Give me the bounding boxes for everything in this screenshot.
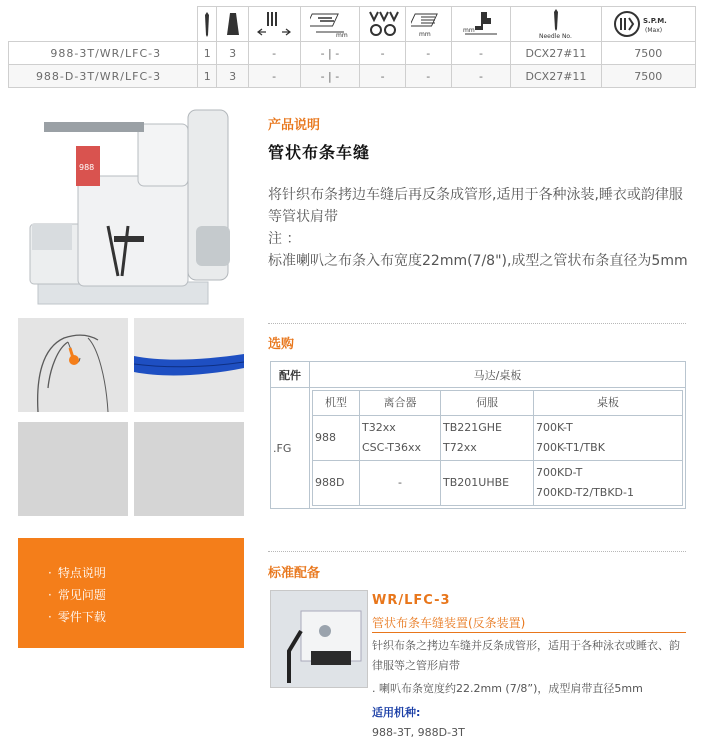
svg-text:Needle No.: Needle No. [538,33,572,39]
side-menu [18,538,244,648]
options-inner-table [312,390,683,506]
inner-header: 桌板 [534,391,683,416]
body-sketch-image[interactable] [18,318,128,412]
svg-text:mm: mm [462,27,475,34]
option-model: 988 [313,416,360,461]
accessory-underline [372,632,686,633]
accessory-description: 针织布条之拷边车缝并反条成管形，适用于各种泳衣或睡衣、韵律服等之管形肩带 [372,639,680,672]
spm-value: 7500 [601,65,695,88]
thumbnail-placeholder[interactable] [18,422,128,516]
svg-text:(Max): (Max) [645,27,663,34]
presser-lift-icon [461,10,501,38]
inner-header: 离合器 [360,391,441,416]
stitch-width-icon [310,10,350,38]
option-servo [441,416,534,461]
product-description [268,184,688,272]
menu-item-features[interactable]: · 特点说明 [48,566,106,580]
cell-line: 700KD-T2/TBKD-1 [536,486,634,499]
option-table [534,461,683,506]
differential-feed-icon [411,10,445,38]
inner-header: 机型 [313,391,360,416]
table-row [313,416,683,461]
cell-line: 700KD-T [536,466,583,479]
spm-icon [613,9,683,39]
option-clutch [360,416,441,461]
spec-cell: - [405,65,451,88]
needle-count: 1 [198,65,217,88]
option-clutch: - [360,461,441,506]
divider [268,323,686,324]
applicable-models: 988-3T, 988D-3T [372,726,465,739]
section-heading-options: 选购 [268,337,295,352]
option-servo: TB201UHBE [441,461,534,506]
menu-item-label: 特点说明 [57,566,106,580]
accessory-code: WR/LFC-3 [372,593,451,608]
needle-distance-icon [256,10,292,38]
thread-icon [226,11,240,37]
spec-cell: - [451,42,511,65]
accessory-name: 管状布条车缝装置(反条装置) [372,616,526,630]
section-heading-product: 产品说明 [268,118,321,133]
cell-line: TB221GHE [443,421,503,434]
spec-row [9,42,696,65]
spec-table [8,6,696,88]
description-text: 将针织布条拷边车缝后再反条成管形,适用于各种泳装,睡衣或韵律服等管状肩带 [268,187,683,225]
spec-cell: - | - [300,42,360,65]
table-row [313,461,683,506]
options-row-label: .FG [271,388,310,509]
spec-cell: - [451,65,511,88]
model-name: 988-D-3T/WR/LFC-3 [9,65,198,88]
spec-row [9,65,696,88]
option-model: 988D [313,461,360,506]
product-image [18,106,244,316]
spm-value: 7500 [601,42,695,65]
divider [268,551,686,552]
thread-count: 3 [217,65,248,88]
svg-text:S.P.M.: S.P.M. [643,17,668,25]
thread-count: 3 [217,42,248,65]
product-title: 管状布条车缝 [268,143,371,162]
needle-no-icon [531,9,581,39]
cell-line: 700K-T [536,421,573,434]
option-table [534,416,683,461]
looper-icon [366,10,400,38]
inner-header: 伺服 [441,391,534,416]
options-group-header: 马达/桌板 [310,362,686,388]
menu-item-label: 零件下载 [57,610,106,624]
spec-cell: - [248,65,300,88]
tube-strip-image[interactable] [134,318,244,412]
needle-icon [202,11,212,37]
menu-item-faq[interactable]: · 常见问题 [48,588,106,602]
model-name: 988-3T/WR/LFC-3 [9,42,198,65]
accessory-note: . 喇叭布条宽度约22.2mm (7/8”)，成型肩带直径5mm [372,682,643,695]
spec-cell: - [360,65,406,88]
accessory-image[interactable] [270,590,368,688]
svg-text:988: 988 [79,163,95,172]
thumbnail-placeholder[interactable] [134,422,244,516]
options-table [270,361,686,509]
svg-text:mm: mm [419,31,431,38]
needle-number: DCX27#11 [511,65,601,88]
spec-cell: - [405,42,451,65]
section-heading-accessory: 标准配备 [268,566,321,581]
menu-item-parts-download[interactable]: · 零件下载 [48,610,106,624]
spec-cell: - [248,42,300,65]
spec-cell: - | - [300,65,360,88]
note-text: 标准喇叭之布条入布宽度22mm(7/8"),成型之管状布条直径为5mm [268,253,688,269]
cell-line: CSC-T36xx [362,441,422,454]
cell-line: 700K-T1/TBK [536,441,605,454]
applicable-models-label: 适用机种: [372,706,421,719]
cell-line: T32xx [362,421,396,434]
svg-text:mm: mm [335,32,348,38]
spec-cell: - [360,42,406,65]
note-label: 注 ： [268,231,301,247]
cell-line: T72xx [443,441,477,454]
menu-item-label: 常见问题 [57,588,106,602]
needle-number: DCX27#11 [511,42,601,65]
options-col-header: 配件 [271,362,310,388]
needle-count: 1 [198,42,217,65]
